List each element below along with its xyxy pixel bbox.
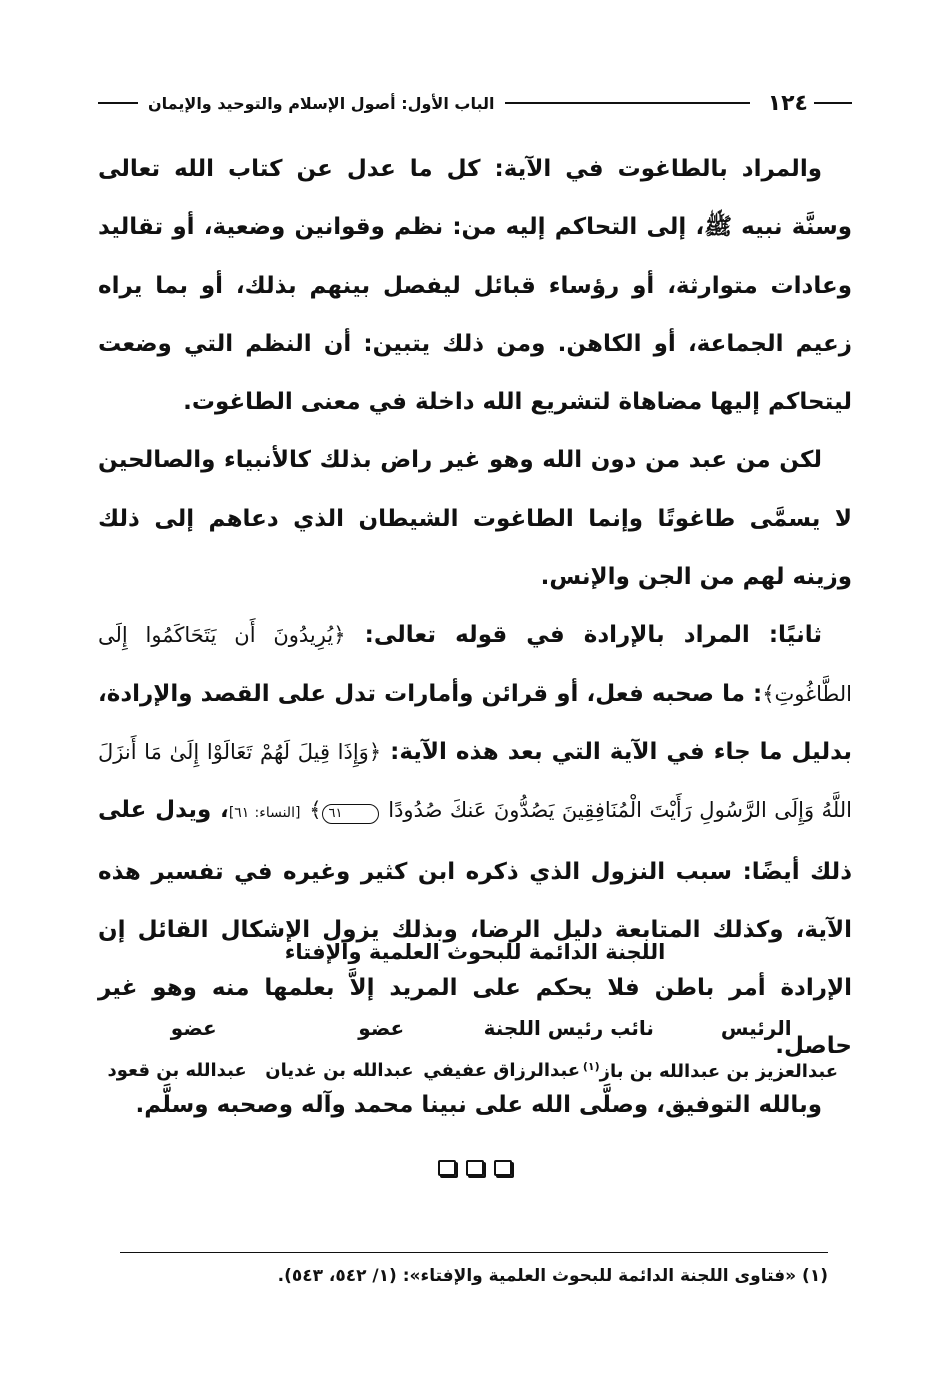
irada-explanation: : ما صحبه فعل، أو قرائن وأمارات تدل على القصد والإرادة، بدليل ما جاء في الآية التي بعد هذه الآية: [98, 680, 853, 765]
paragraph-closing: وبالله التوفيق، وصلَّى الله على نبينا محمد وآله وصحبه وسلَّم. [135, 1091, 822, 1118]
ornament-box-icon [438, 1160, 456, 1176]
header-dash-right [814, 102, 852, 104]
signatory-titles [100, 1016, 850, 1040]
footnote-separator [120, 1252, 828, 1253]
body-text [98, 140, 852, 1134]
ayah-number-marker: ٦١ [322, 804, 380, 824]
title-member-2: عضو [170, 1016, 217, 1040]
quran-verse-2: ﴿وَإِذَا قِيلَ لَهُمْ تَعَالَوْا إِلَىٰ مَا أَنزَلَ اللَّهُ وَإِلَى الرَّسُولِ رَأَيْتَ الْمُنَافِقِينَ يَصُدُّونَ عَنكَ صُدُودًا [98, 739, 853, 823]
quran-verse-1: ﴿يُرِيدُونَ أَن يَتَحَاكَمُوا إِلَى الطَّاغُوتِ﴾ [98, 623, 852, 706]
ornament-box-icon [494, 1160, 512, 1176]
title-president: الرئيس [720, 1016, 792, 1040]
name-member-2: عبدالله بن قعود [107, 1060, 247, 1081]
footnote: (١) «فتاوى اللجنة الدائمة للبحوث العلمية والإفتاء»: (١/ ٥٤٢، ٥٤٣). [277, 1266, 828, 1286]
verse-reference: [النساء: ٦١] [228, 805, 301, 822]
title-vice-president: نائب رئيس اللجنة [483, 1016, 654, 1040]
signatory-names [96, 1060, 838, 1082]
title-member-1: عضو [358, 1016, 405, 1040]
name-vice-president: عبدالرزاق عفيفي [423, 1060, 581, 1081]
footnote-marker: (١) [582, 1060, 600, 1073]
paragraph-meaning-of-irada [98, 606, 852, 1075]
page-header [98, 86, 852, 120]
name-president-text: عبدالعزيز بن عبدالله بن باز [599, 1061, 838, 1082]
page-number: ١٢٤ [767, 90, 808, 116]
name-member-1: عبدالله بن غديان [265, 1060, 414, 1081]
name-president [583, 1060, 838, 1082]
secondly-lead: ثانيًا: المراد بالإرادة في قوله تعالى: [345, 622, 822, 649]
chapter-title: الباب الأول: أصول الإسلام والتوحيد والإيمان [148, 93, 495, 113]
irada-conclusion: ، ويدل على ذلك أيضًا: سبب النزول الذي ذكره ابن كثير وغيره في تفسير هذه الآية، وكذلك المتابعة دليل الرضا، وبذلك يزول الإشكال القائل إن الإرادة أمر باطن فلا يحكم على المريد إلاَّ بعلمها منه وهو غير حاصل. [98, 797, 852, 1060]
paragraph-taghut-meaning: والمراد بالطاغوت في الآية: كل ما عدل عن كتاب الله تعالى وسنَّة نبيه ﷺ، إلى التحاكم إليه من: نظم وقوانين وضعية، أو تقاليد وعادات متوارثة، أو رؤساء قبائل ليفصل بينهم بذلك، أو بما يراه زعيم الجماعة، أو الكاهن. ومن ذلك يتبين: أن النظم التي وضعت ليتحاكم إليها مضاهاة لتشريع الله داخلة في معنى الطاغوت. [98, 156, 852, 416]
header-dash-left [98, 102, 138, 104]
committee-name: اللجنة الدائمة للبحوث العلمية والإفتاء [284, 940, 666, 964]
header-rule [505, 102, 750, 104]
quran-verse-close: ﴾ [309, 798, 322, 823]
paragraph-not-called-taghut: لكن من عبد من دون الله وهو غير راض بذلك كالأنبياء والصالحين لا يسمَّى طاغوتًا وإنما الطاغوت الشيطان الذي دعاهم إلى ذلك وزينه لهم من الجن والإنس. [98, 447, 852, 591]
ornament-box-icon [466, 1160, 484, 1176]
section-end-ornament [0, 1160, 950, 1176]
